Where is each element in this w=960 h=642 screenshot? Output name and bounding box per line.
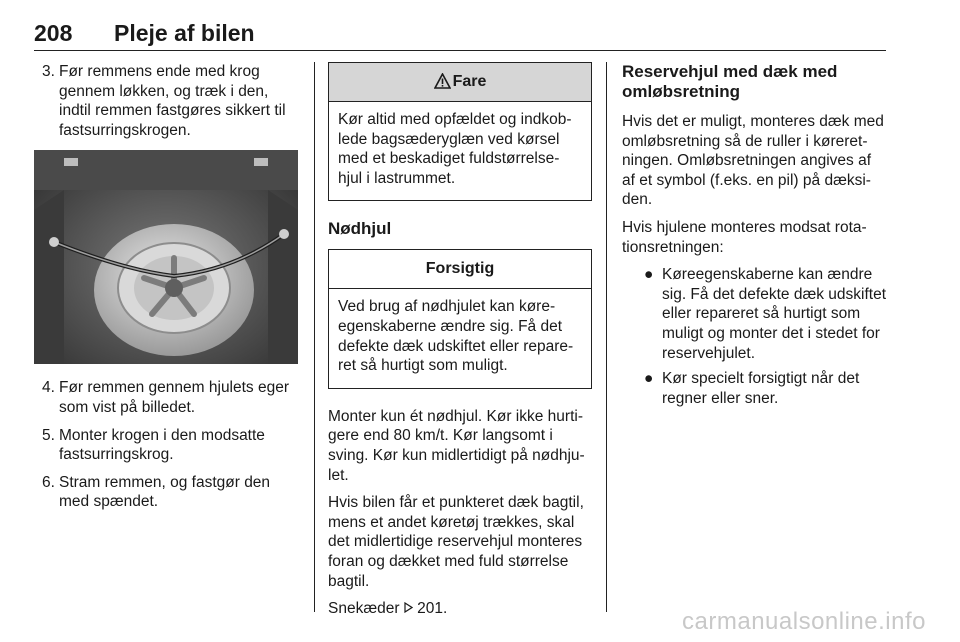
- danger-box: [328, 62, 592, 201]
- list-item: [34, 426, 300, 465]
- cross-reference: [328, 599, 592, 619]
- list-item: [34, 62, 300, 140]
- step-text: Stram remmen, og fastgør den med spændet.: [59, 473, 271, 511]
- bullet-icon: ●: [644, 266, 654, 284]
- list-item: [34, 378, 300, 417]
- reference-page: 201.: [417, 600, 448, 618]
- page-header: [34, 14, 886, 51]
- bullet-list: [622, 265, 888, 408]
- bullet-icon: ●: [644, 370, 654, 388]
- list-item: [34, 473, 300, 512]
- paragraph: Hvis bilen får et punkteret dæk bagtil, mens et andet køretøj trækkes, skal det midlertidige reservehjul monteres foran og dækket med fuld størrelse bagtil.: [328, 494, 584, 590]
- step-text: Før remmens ende med krog gennem løkken, og træk i den, indtil remmen fastgøres sikkert til fastsurringskrogen.: [59, 63, 286, 139]
- caution-text: Ved brug af nødhjulet kan køre-egenskaberne ændre sig. Få det defekte dæk udskiftet eller repare-ret så hurtigt som muligt.: [338, 298, 574, 375]
- step-number: 4.: [42, 379, 55, 397]
- section-heading: Nødhjul: [328, 219, 392, 239]
- column-left: [34, 62, 300, 520]
- spare-wheel-photo: [34, 150, 298, 364]
- watermark: carmanualsonline.info: [682, 608, 926, 635]
- column-divider: [606, 62, 607, 612]
- page-title: Pleje af bilen: [114, 20, 255, 46]
- reference-label: Snekæder: [328, 600, 400, 618]
- paragraph: Hvis det er muligt, monteres dæk med omløbsretning så de ruller i køreret-ningen. Omløbsretningen angives af af et symbol (f.eks. en pil) på dæksi-den.: [622, 113, 884, 209]
- danger-header: [329, 63, 591, 102]
- steps-list: [34, 62, 300, 140]
- step-number: 5.: [42, 426, 55, 444]
- list-item: [644, 265, 888, 363]
- caution-box: [328, 249, 592, 388]
- bullet-text: Kør specielt forsigtigt når det regner eller sner.: [662, 370, 860, 407]
- paragraph: Hvis hjulene monteres modsat rota-tionsretningen:: [622, 218, 867, 256]
- paragraph: Monter kun ét nødhjul. Kør ikke hurti-gere end 80 km/t. Kør langsomt i sving. Kør kun midlertidigt på nødhju-let.: [328, 407, 585, 484]
- step-number: 6.: [42, 473, 55, 491]
- danger-text: Kør altid med opfældet og indkob-lede bagsæderyglæn ved kørsel med et beskadiget fuldstørrelse-hjul i lastrummet.: [338, 111, 572, 187]
- section-heading: Reservehjul med dæk med omløbsretning: [622, 62, 838, 101]
- steps-list: [34, 378, 300, 512]
- danger-title: Fare: [452, 73, 487, 90]
- step-number: 3.: [42, 63, 55, 80]
- page-number: 208: [34, 20, 73, 46]
- bullet-text: Køreegenskaberne kan ændre sig. Få det defekte dæk udskiftet eller repareret så hurtigt som muligt og monter det i stedet for reservehjulet.: [662, 266, 887, 362]
- column-divider: [314, 62, 315, 612]
- step-text: Før remmen gennem hjulets eger som vist på billedet.: [59, 379, 290, 416]
- column-middle: [328, 62, 592, 627]
- caution-title: Forsigtig: [329, 250, 591, 289]
- list-item: [644, 369, 888, 408]
- step-text: Monter krogen i den modsatte fastsurringskrog.: [59, 426, 265, 464]
- reference-arrow-icon: [404, 602, 413, 613]
- column-right: [622, 62, 888, 414]
- warning-triangle-icon: [434, 73, 451, 89]
